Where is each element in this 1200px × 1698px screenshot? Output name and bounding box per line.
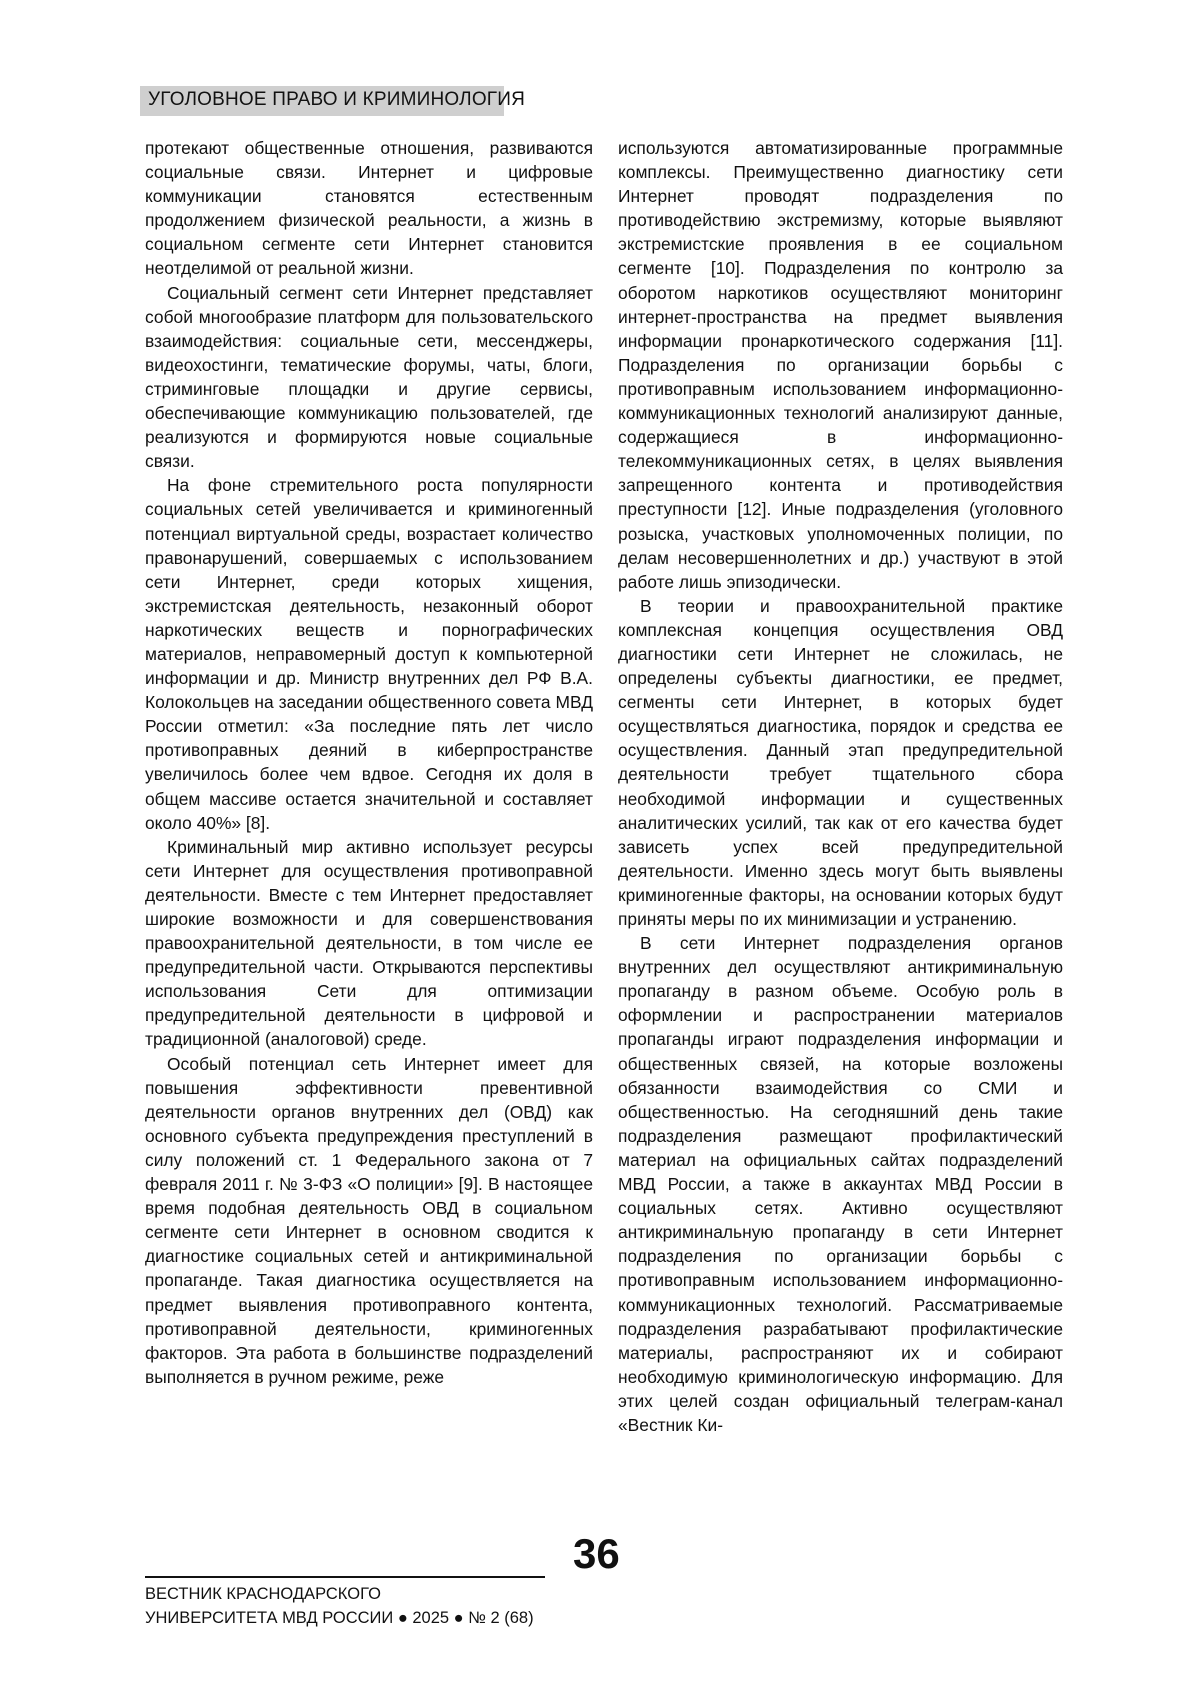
- footer-divider: [145, 1576, 545, 1578]
- paragraph: используются автоматизированные программные комплексы. Преимущественно диагностику сети Интернет проводят подразделения по противодействию экстремизму, которые выявляют экстремистские проявления в ее социальном сегменте [10]. Подразделения по контролю за оборотом наркотиков осуществляют мониторинг интернет-пространства на предмет выявления информации пронаркотического содержания [11]. Подразделения по организации борьбы с противоправным использованием информационно-коммуникационных технологий анализируют данные, содержащиеся в информационно-телекоммуникационных сетях, в целях выявления запрещенного контента и противодействия преступности [12]. Иные подразделения (уголовного розыска, участковых уполномоченных полиции, по делам несовершеннолетних и др.) участвуют в этой работе лишь эпизодически.: [618, 138, 1063, 592]
- section-header: [140, 86, 526, 116]
- paragraph: Особый потенциал сеть Интернет имеет для повышения эффективности превентивной деятельности органов внутренних дел (ОВД) как основного субъекта предупреждения преступлений в силу положений ст. 1 Федерального закона от 7 февраля 2011 г. № 3-ФЗ «О полиции» [9]. В настоящее время подобная деятельность ОВД в социальном сегменте сети Интернет в основном сводится к диагностике социальных сетей и антикриминальной пропаганде. Такая диагностика осуществляется на предмет выявления противоправного контента, противоправной деятельности, криминогенных факторов. Эта работа в большинстве подразделений выполняется в ручном режиме, реже: [145, 1053, 593, 1387]
- paragraph: Криминальный мир активно использует ресурсы сети Интернет для осуществления противоправной деятельности. Вместе с тем Интернет предоставляет широкие возможности и для совершенствования правоохранительной деятельности, в том числе ее предупредительной части. Открываются перспективы использования Сети для оптимизации предупредительной деятельности в цифровой и традиционной (аналоговой) среде.: [145, 836, 593, 1050]
- paragraph: На фоне стремительного роста популярности социальных сетей увеличивается и криминогенный потенциал виртуальной среды, возрастает количество правонарушений, совершаемых с использованием сети Интернет, среди которых хищения, экстремистская деятельность, незаконный оборот наркотических веществ и порнографических материалов, неправомерный доступ к компьютерной информации и др. Министр внутренних дел РФ В.А. Колокольцев на заседании общественного совета МВД России отметил: «За последние пять лет число противоправных деяний в киберпространстве увеличилось более чем вдвое. Сегодня их доля в общем массиве остается значительной и составляет около 40%» [8].: [145, 475, 593, 833]
- journal-name-line-1: ВЕСТНИК КРАСНОДАРСКОГО: [145, 1585, 381, 1603]
- section-title: УГОЛОВНОЕ ПРАВО И КРИМИНОЛОГИЯ: [148, 89, 526, 110]
- left-column: [145, 136, 593, 1389]
- journal-name-line-2: УНИВЕРСИТЕТА МВД РОССИИ ● 2025 ● № 2 (68): [145, 1609, 534, 1627]
- page-number: 36: [573, 1530, 620, 1577]
- paragraph: В сети Интернет подразделения органов внутренних дел осуществляют антикриминальную пропаганду в разном объеме. Особую роль в оформлении и распространении материалов пропаганды играют подразделения информации и общественных связей, на которые возложены обязанности взаимодействия со СМИ и общественностью. На сегодняшний день такие подразделения размещают профилактический материал на официальных сайтах подразделений МВД России, а также в аккаунтах МВД России в социальных сетях. Активно осуществляют антикриминальную пропаганду в сети Интернет подразделения по организации борьбы с противоправным использованием информационно-коммуникационных технологий. Рассматриваемые подразделения разрабатывают профилактические материалы, распространяют их и собирают необходимую криминологическую информацию. Для этих целей создан официальный телеграм-канал «Вестник Ки-: [618, 933, 1063, 1435]
- right-column: [618, 136, 1063, 1437]
- paragraph: протекают общественные отношения, развиваются социальные связи. Интернет и цифровые коммуникации становятся естественным продолжением физической реальности, а жизнь в социальном сегменте сети Интернет становится неотделимой от реальной жизни.: [145, 138, 593, 279]
- paragraph: В теории и правоохранительной практике комплексная концепция осуществления ОВД диагностики сети Интернет не сложилась, не определены субъекты диагностики, ее предмет, сегменты сети Интернет, в которых будет осуществляться диагностика, порядок и средства ее осуществления. Данный этап предупредительной деятельности требует тщательного сбора необходимой информации и существенных аналитических усилий, так как от его качества будет зависеть успех всей предупредительной деятельности. Именно здесь могут быть выявлены криминогенные факторы, на основании которых будут приняты меры по их минимизации и устранению.: [618, 595, 1063, 929]
- paragraph: Социальный сегмент сети Интернет представляет собой многообразие платформ для пользовательского взаимодействия: социальные сети, мессенджеры, видеохостинги, тематические форумы, чаты, блоги, стриминговые площадки и другие сервисы, обеспечивающие коммуникацию пользователей, где реализуются и формируются новые социальные связи.: [145, 282, 593, 472]
